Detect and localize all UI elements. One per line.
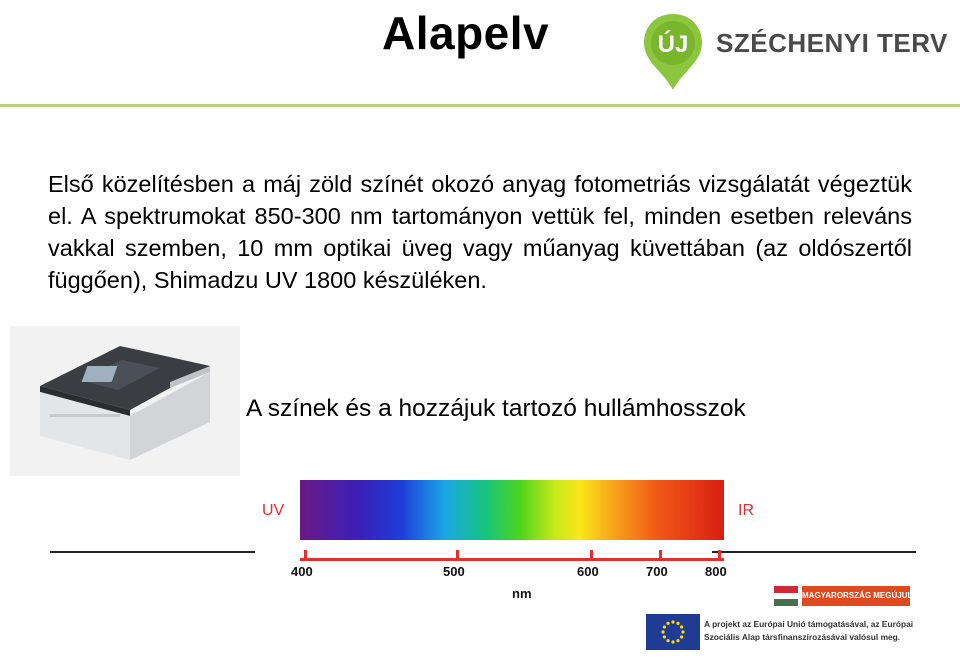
unit-label: nm [512,586,532,601]
left-divider-line [50,551,255,553]
tick-label-800: 800 [705,564,727,579]
hungary-renews-badge: MAGYARORSZÁG MEGÚJUL [802,586,910,606]
tick-mark [659,550,662,560]
eu-funding-text [704,618,954,644]
tick-label-600: 600 [577,564,599,579]
eu-flag-icon [646,614,700,650]
slide-title: Alapelv [382,7,550,59]
tick-label-400: 400 [291,564,313,579]
tick-label-700: 700 [646,564,668,579]
ir-label: IR [738,502,754,519]
logo-badge: ÚJ [657,31,689,58]
eu-text-line-1: A projekt az Európai Unió támogatásával, az Európai [704,619,914,629]
visible-spectrum-bar [300,480,724,540]
uv-label: UV [262,502,285,519]
logo-text: SZÉCHENYI TERV [716,28,948,58]
tick-mark [456,550,459,560]
hungarian-flag-icon [774,586,798,606]
szechenyi-terv-logo [642,12,948,96]
eu-text-line-2: Szociális Alap társfinanszírozásával valósul meg. [704,632,901,642]
header-divider [0,104,960,107]
method-paragraph: Első közelítésben a máj zöld színét okozó anyag fotometriás vizsgálatát végeztük el. A spektrumokat 850-300 nm tartományon vettük fel, minden esetben releváns vakkal szemben, 10 mm optikai üveg vagy műanyag küvettában (az oldószertől függően), Shimadzu UV 1800 készüléken. [48,171,912,293]
tick-mark [718,550,721,560]
location-pin-icon [642,12,704,92]
spectrum-caption: A színek és a hozzájuk tartozó hullámhosszok [246,395,746,422]
right-divider-line [712,551,916,553]
tick-label-500: 500 [443,564,465,579]
tick-mark [304,550,307,560]
spectrophotometer-image [10,326,240,476]
tick-mark [590,550,593,560]
funding-footer [640,580,956,664]
